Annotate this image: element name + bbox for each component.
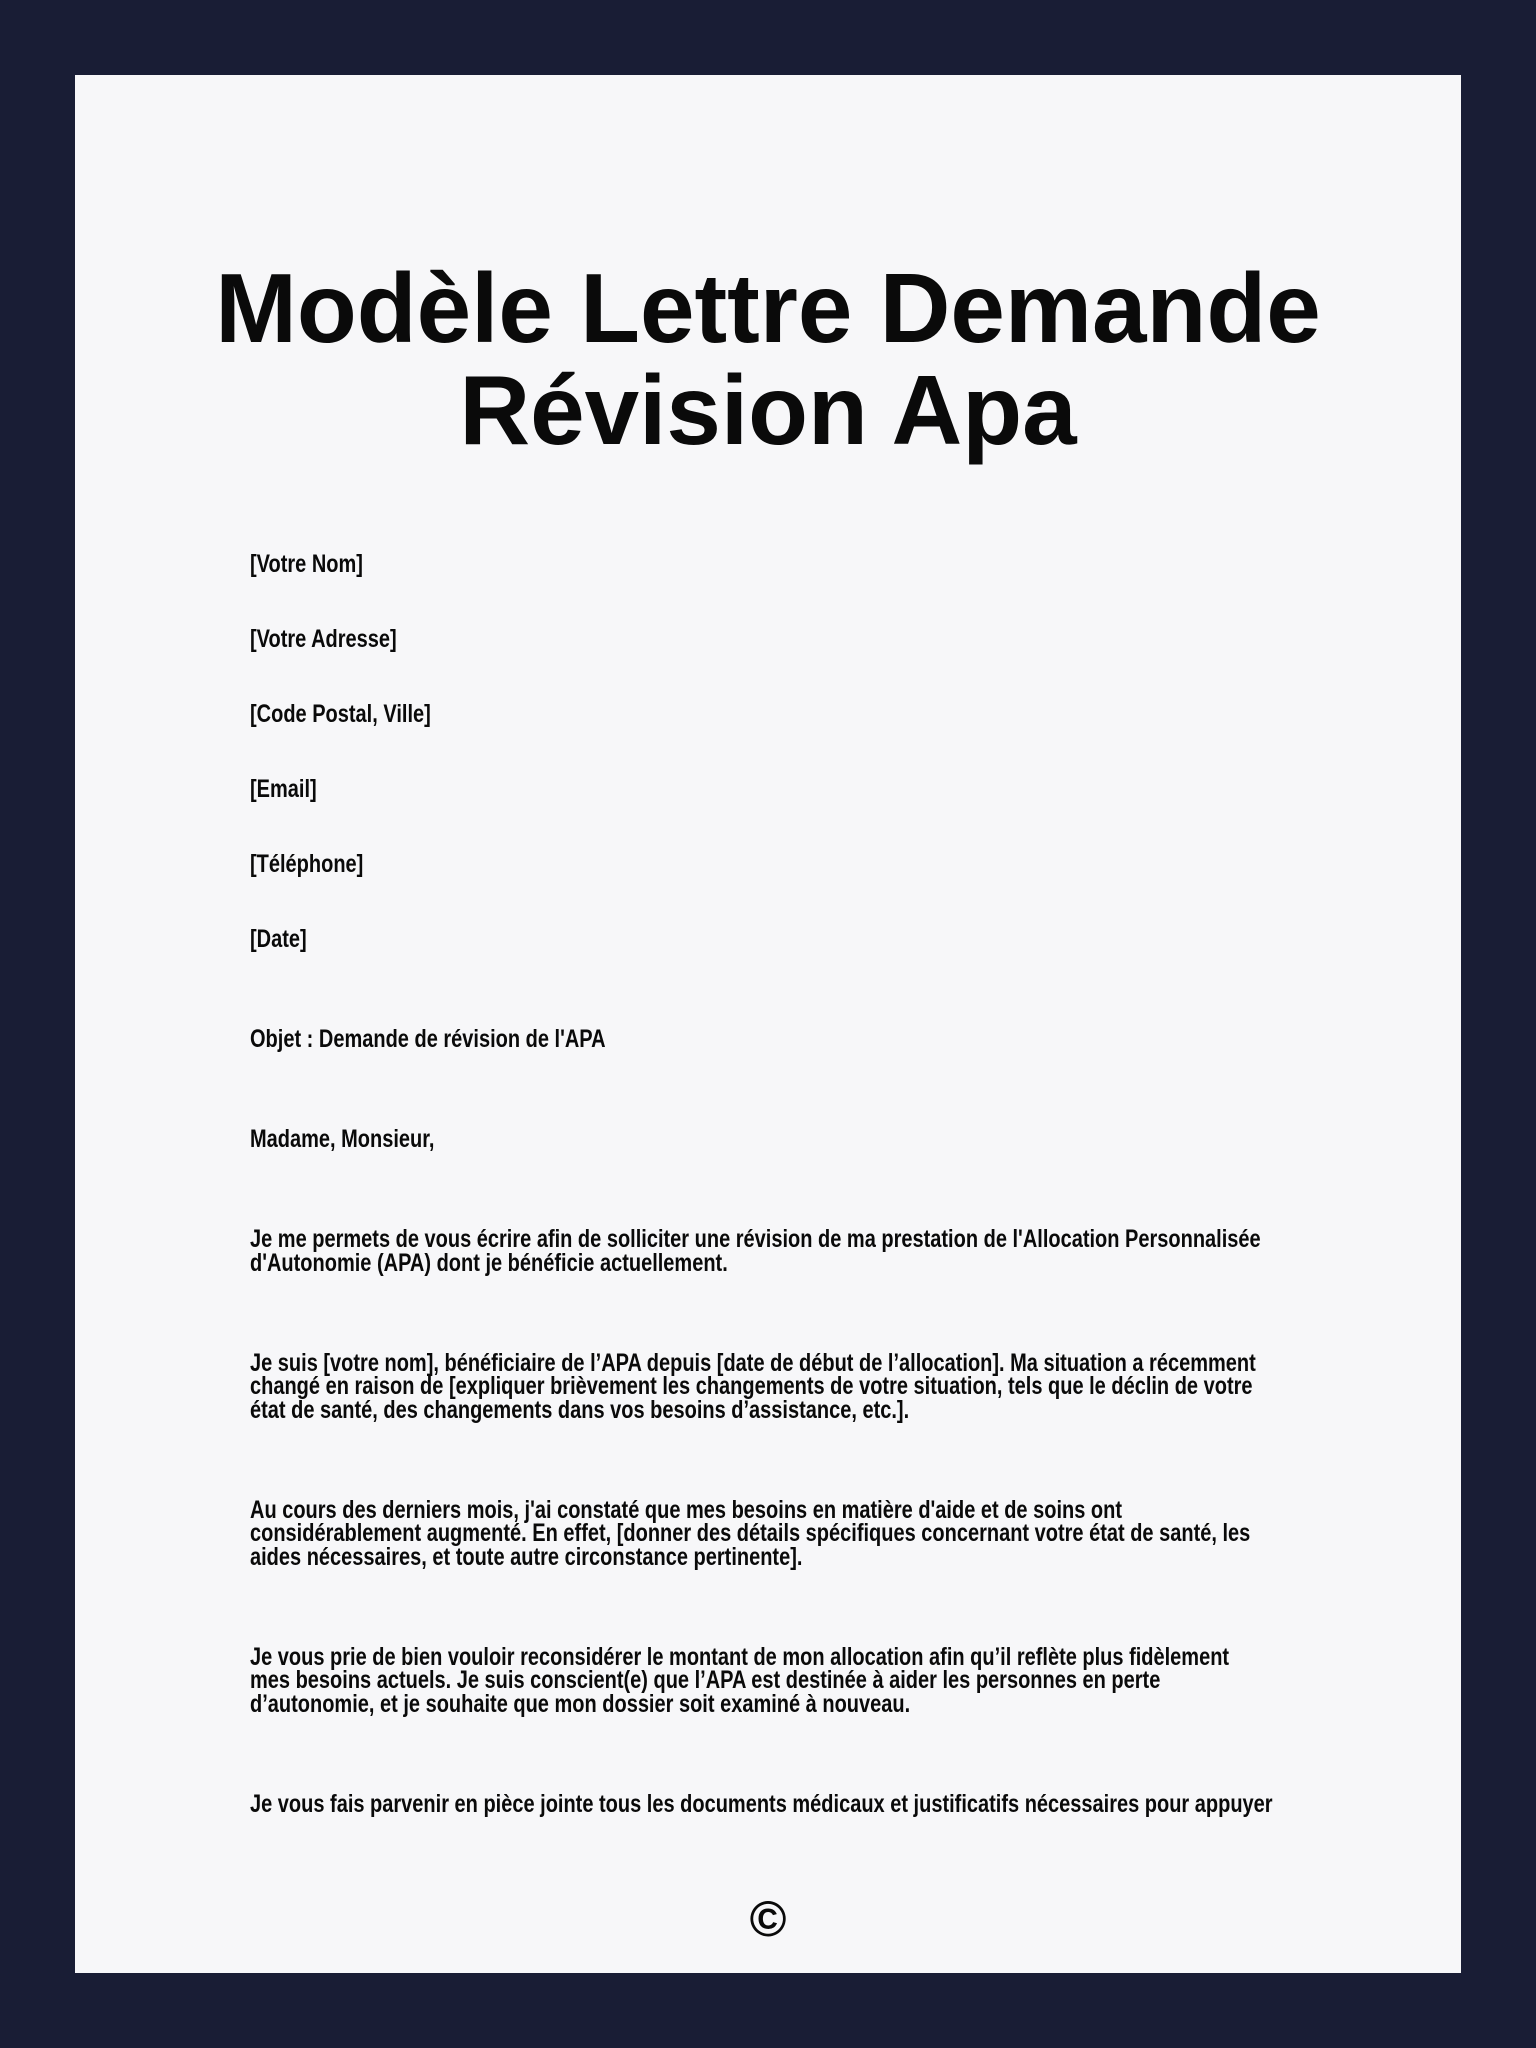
letter-body [75,550,1461,1818]
paragraph-3-line-2: considérablement augmenté. En effet, [donner des détails spécifiques concernant votre état de santé, les [250,1519,1251,1547]
paragraph-4-line-2: mes besoins actuels. Je suis conscient(e) que l’APA est destinée à aider les personnes en perte [250,1666,1161,1694]
paragraph-1-line-2: d'Autonomie (APA) dont je bénéficie actuellement. [250,1248,728,1277]
sender-email-line: [Email] [250,775,317,803]
paragraph-5-line-1: Je vous fais parvenir en pièce jointe tous les documents médicaux et justificatifs nécessaires pour appuyer [250,1789,1273,1818]
paragraph-4 [250,1642,1461,1718]
sender-postal-city-line: [Code Postal, Ville] [250,700,431,728]
title-line-2: Révision Apa [459,355,1077,465]
letter-page [75,75,1461,1973]
paragraph-3-line-1: Au cours des derniers mois, j'ai constaté que mes besoins en matière d'aide et de soins ont [250,1495,1122,1524]
date-line: [Date] [250,925,307,953]
title-line-1: Modèle Lettre Demande [215,253,1321,363]
paragraph-2-line-3: état de santé, des changements dans vos besoins d’assistance, etc.]. [250,1395,910,1424]
sender-phone-line: [Téléphone] [250,850,364,878]
paragraph-2-line-2: changé en raison de [expliquer brièvement les changements de votre situation, tels que le déclin de votre [250,1372,1253,1400]
sender-address-line: [Votre Adresse] [250,625,397,653]
paragraph-1 [250,1225,1461,1277]
paragraph-4-line-3: d’autonomie, et je souhaite que mon dossier soit examiné à nouveau. [250,1689,911,1718]
copyright-symbol: © [749,1890,787,1947]
paragraph-2 [250,1348,1461,1424]
salutation-line: Madame, Monsieur, [250,1125,435,1153]
paragraph-3-line-3: aides nécessaires, et toute autre circonstance pertinente]. [250,1542,803,1571]
paragraph-1-line-1: Je me permets de vous écrire afin de solliciter une révision de ma prestation de l'Allocation Personnalisée [250,1225,1261,1253]
paragraph-2-line-1: Je suis [votre nom], bénéficiaire de l’APA depuis [date de début de l’allocation]. Ma situation a récemment [250,1348,1256,1377]
paragraph-4-line-1: Je vous prie de bien vouloir reconsidérer le montant de mon allocation afin qu’il reflète plus fidèlement [250,1642,1230,1671]
paragraph-3 [250,1495,1461,1571]
paragraph-5 [250,1789,1461,1818]
sender-name-line: [Votre Nom] [250,550,363,578]
page-title [75,253,1461,465]
subject-line: Objet : Demande de révision de l'APA [250,1025,606,1053]
